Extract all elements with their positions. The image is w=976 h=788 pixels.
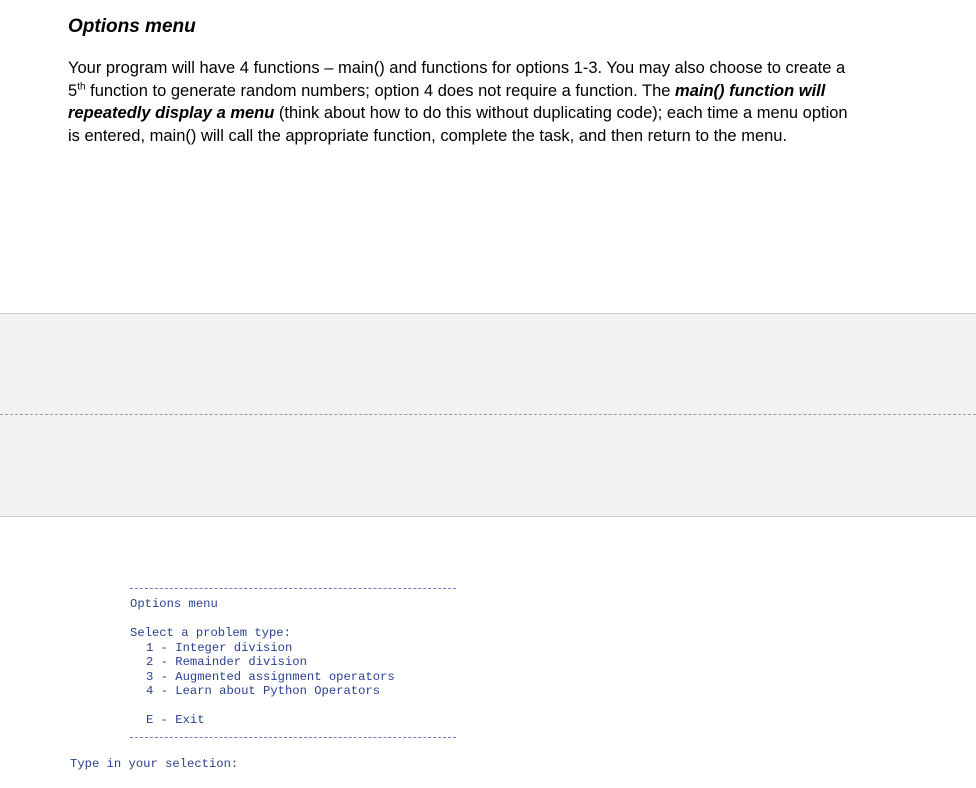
console-input-prompt: Type in your selection: (70, 757, 239, 771)
section-heading: Options menu (68, 16, 196, 37)
console-option-1: 1 - Integer division (146, 641, 293, 655)
ordinal-superscript: th (77, 81, 86, 93)
console-bottom-rule (130, 737, 456, 738)
console-option-4: 4 - Learn about Python Operators (146, 684, 381, 698)
console-top-rule (130, 588, 456, 589)
emphasis-main-loop: main() function will repeatedly display a menu (68, 81, 826, 123)
console-option-3: 3 - Augmented assignment operators (146, 670, 395, 684)
page-break-line (0, 414, 976, 415)
console-exit-option: E - Exit (146, 713, 205, 727)
console-menu-title: Options menu (130, 597, 218, 611)
paragraph-text-1: Your program will have 4 functions – main() and functions for options 1-3. You may also choose to create a 5 (68, 59, 846, 100)
console-select-prompt: Select a problem type: (130, 626, 291, 640)
console-option-2: 2 - Remainder division (146, 655, 307, 669)
page-break-band (0, 313, 976, 517)
paragraph-text-3: (think about how to do this without duplicating code); each time a menu option is entered, main() will call the appropriate function, complete the task, and then return to the menu. (68, 104, 848, 145)
paragraph-text-2: function to generate random numbers; option 4 does not require a function. The (85, 81, 676, 100)
instructions-paragraph (68, 57, 848, 147)
